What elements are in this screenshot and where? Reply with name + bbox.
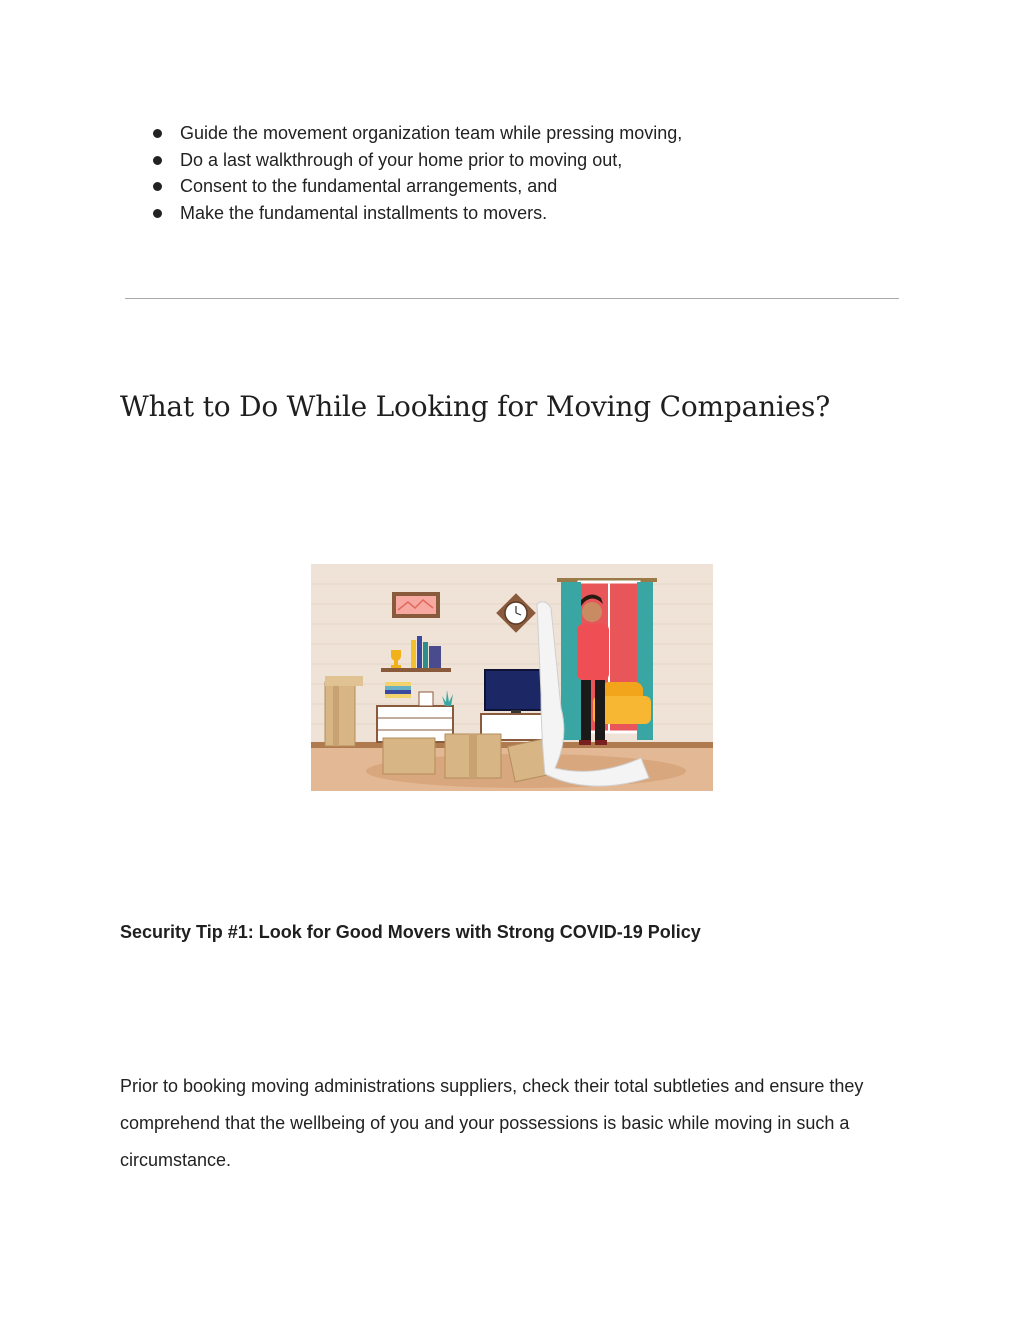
list-item-text: Guide the movement organization team while pressing moving, [180, 123, 683, 143]
list-item [148, 147, 682, 174]
bullet-dot [153, 209, 162, 218]
box [383, 738, 435, 774]
moving-illustration [311, 564, 713, 791]
dresser [377, 706, 453, 742]
bullet-dot [153, 182, 162, 191]
bullet-list [148, 120, 682, 226]
body-paragraph: Prior to booking moving administrations suppliers, check their total subtleties and ensure they comprehend that the wellbeing of you and your possessions is basic while moving in such a circumstance. [120, 1076, 864, 1170]
bullet-dot [153, 156, 162, 165]
list-item-text: Consent to the fundamental arrangements, and [180, 176, 558, 196]
horizontal-divider [125, 298, 899, 299]
list-item-text: Do a last walkthrough of your home prior to moving out, [180, 149, 623, 170]
list-item [148, 173, 682, 200]
section-heading: What to Do While Looking for Moving Companies? [120, 390, 831, 423]
television [485, 670, 547, 710]
bullet-dot [153, 129, 162, 138]
list-item-text: Make the fundamental installments to movers. [180, 202, 548, 223]
list-item [148, 120, 682, 147]
tip-heading: Security Tip #1: Look for Good Movers with Strong COVID-19 Policy [120, 922, 701, 942]
list-item [148, 200, 682, 227]
